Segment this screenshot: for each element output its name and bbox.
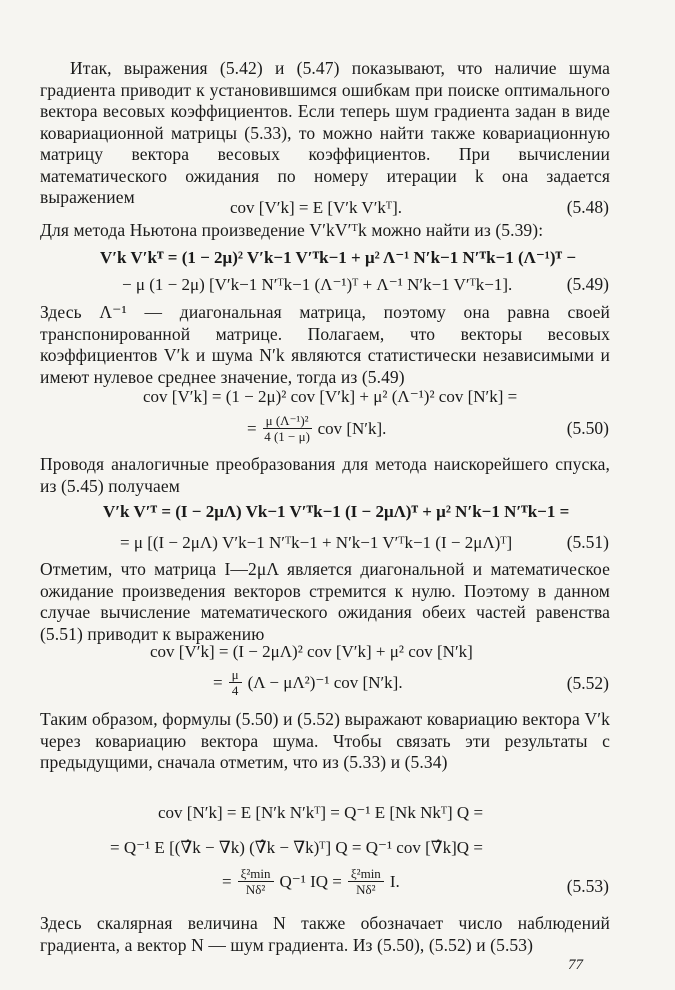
paragraph-noise-intro: Итак, выражения (5.42) и (5.47) показывают, что наличие шума градиента приводит к установившимся ошибкам при поиске оптимального вектора весовых коэффициентов. Если теперь шум градиента задан в виде ковариационной матрицы (5.33), то можно найти также ковариационную матрицу вектора весовых коэффициентов. При вычислении математического ожидания по номеру итерации k она задается выражением	[40, 58, 610, 207]
equation-5-52-line2	[213, 667, 403, 698]
equation-number-5-50: (5.50)	[566, 418, 609, 438]
equals-sign: =	[222, 872, 232, 891]
equation-5-48: cov [V′k] = E [V′k V′kᵀ].	[230, 198, 403, 217]
fraction-denominator: 4	[231, 683, 239, 698]
paragraph-newton: Для метода Ньютона произведение V′kV′ᵀk можно найти из (5.39):	[40, 220, 544, 240]
equation-5-53-line2: = Q⁻¹ E [(∇̂k − ∇k) (∇̂k − ∇k)ᵀ] Q = Q⁻¹ cov [∇̂k]Q =	[110, 838, 483, 857]
paragraph-steepest-descent: Проводя аналогичные преобразования для метода наискорейшего спуска, из (5.45) получаем	[40, 454, 610, 496]
fraction-numerator: ξ²min	[348, 866, 384, 882]
equation-number-5-48: (5.48)	[566, 197, 609, 217]
paragraph-independence: Здесь Λ⁻¹ — диагональная матрица, поэтому она равна своей транспонированной матрице. Полагаем, что векторы весовых коэффициентов V′k и шума N′k являются статистически независимыми и имеют нулевое среднее значение, тогда из (5.49)	[40, 302, 610, 387]
fraction-numerator: μ	[229, 667, 242, 683]
equation-5-49-line1: V′k V′kᵀ = (1 − 2μ)² V′k−1 V′ᵀk−1 + μ² Λ⁻¹ N′k−1 N′ᵀk−1 (Λ⁻¹)ᵀ −	[100, 248, 577, 267]
equation-tail: I.	[389, 872, 400, 891]
fraction-numerator: μ (Λ⁻¹)²	[263, 413, 312, 429]
paragraph-scalar-n: Здесь скалярная величина N также обозначает число наблюдений градиента, а вектор N — шум градиента. Из (5.50), (5.52) и (5.53)	[40, 913, 610, 955]
equation-number-5-49: (5.49)	[566, 274, 609, 294]
equation-5-50-line2	[247, 413, 386, 444]
equation-tail: cov [N′k].	[317, 419, 387, 438]
equation-tail: (Λ − μΛ²)⁻¹ cov [N′k].	[247, 673, 403, 692]
fraction-numerator: ξ²min	[238, 866, 274, 882]
equals-sign: =	[213, 673, 223, 692]
fraction	[238, 866, 274, 897]
fraction-denominator: 4 (1 − μ)	[264, 429, 310, 444]
fraction-denominator: Nδ²	[356, 882, 376, 897]
fraction	[348, 866, 384, 897]
equation-5-52-line1: cov [V′k] = (I − 2μΛ)² cov [V′k] + μ² cov [N′k]	[150, 642, 473, 661]
equation-number-5-53: (5.53)	[566, 876, 609, 896]
fraction	[229, 667, 242, 698]
equals-sign: =	[247, 419, 257, 438]
equation-middle: Q⁻¹ IQ =	[279, 872, 342, 891]
equation-number-5-52: (5.52)	[566, 673, 609, 693]
equation-5-53-line1: cov [N′k] = E [N′k N′kᵀ] = Q⁻¹ E [Nk Nkᵀ] Q =	[158, 803, 484, 822]
equation-5-51-line2: = μ [(I − 2μΛ) V′k−1 N′ᵀk−1 + N′k−1 V′ᵀk−1 (I − 2μΛ)ᵀ]	[120, 533, 513, 552]
fraction	[263, 413, 312, 444]
equation-number-5-51: (5.51)	[566, 532, 609, 552]
equation-5-51-line1: V′k V′ᵀ = (I − 2μΛ) Vk−1 V′ᵀk−1 (I − 2μΛ)ᵀ + μ² N′k−1 N′ᵀk−1 =	[103, 502, 570, 521]
paragraph-summary: Таким образом, формулы (5.50) и (5.52) выражают ковариацию вектора V′k через ковариацию вектора шума. Чтобы связать эти результаты с предыдущими, сначала отметим, что из (5.33) и (5.34)	[40, 709, 610, 772]
paragraph-diagonal-matrix: Отметим, что матрица I—2μΛ является диагональной и математическое ожидание произведения векторов стремится к нулю. Поэтому в данном случае вычисление математического ожидания обеих частей равенства (5.51) приводит к выражению	[40, 559, 610, 644]
equation-5-50-line1: cov [V′k] = (1 − 2μ)² cov [V′k] + μ² (Λ⁻¹)² cov [N′k] =	[143, 387, 518, 406]
page-number: 77	[568, 957, 583, 973]
fraction-denominator: Nδ²	[245, 882, 266, 897]
equation-5-53-line3	[222, 866, 400, 897]
equation-5-49-line2: − μ (1 − 2μ) [V′k−1 N′ᵀk−1 (Λ⁻¹)ᵀ + Λ⁻¹ N′k−1 V′ᵀk−1].	[122, 275, 513, 294]
